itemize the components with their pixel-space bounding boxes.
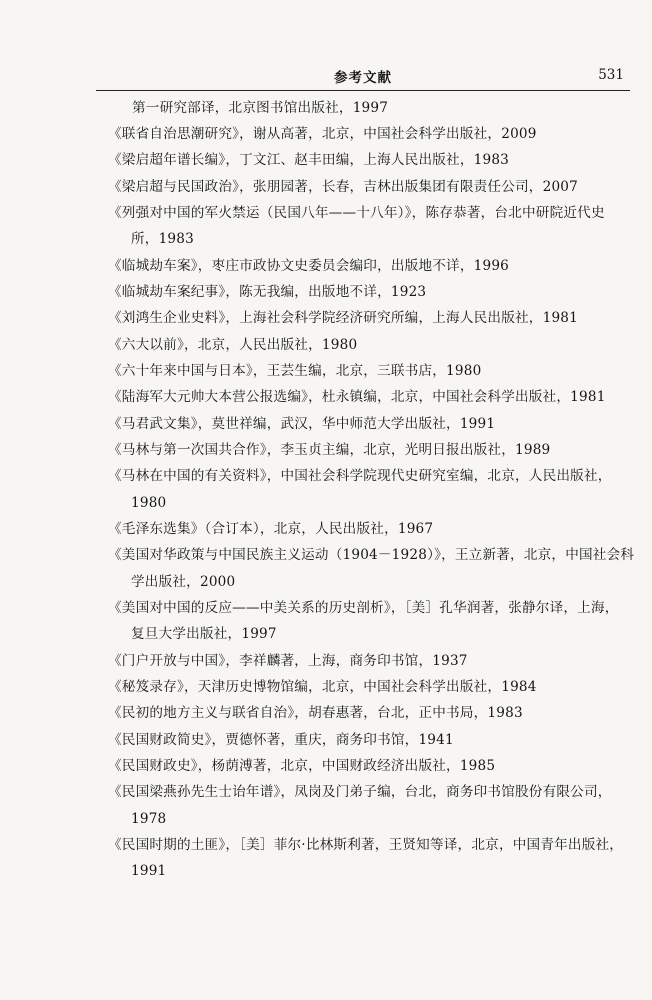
bibliography-line: 复旦大学出版社，1997 (131, 626, 277, 642)
bibliography-line: 1980 (131, 495, 167, 511)
bibliography-line: 学出版社，2000 (131, 574, 236, 590)
bibliography-line: 《民初的地方主义与联省自治》，胡春惠著，台北，正中书局，1983 (108, 705, 523, 721)
bibliography-line: 《列强对中国的军火禁运（民国八年——十八年）》，陈存恭著，台北中研院近代史 (108, 205, 605, 221)
bibliography-line: 1978 (131, 811, 167, 827)
bibliography-line: 1991 (131, 863, 167, 879)
bibliography-line: 《陆海军大元帅大本营公报选编》，杜永镇编，北京，中国社会科学出版社，1981 (108, 389, 606, 405)
bibliography-line: 《临城劫车案》，枣庄市政协文史委员会编印，出版地不详，1996 (108, 258, 510, 274)
page-number: 531 (598, 67, 624, 83)
bibliography-line: 《民国财政简史》，贾德怀著，重庆，商务印书馆，1941 (108, 732, 454, 748)
bibliography-line: 《民国梁燕孙先生士诒年谱》，凤岗及门弟子编，台北，商务印书馆股份有限公司， (108, 784, 612, 800)
bibliography-line: 《民国财政史》，杨荫溥著，北京，中国财政经济出版社，1985 (108, 758, 496, 774)
bibliography-line: 第一研究部译，北京图书馆出版社，1997 (132, 100, 389, 116)
bibliography-line: 《马林与第一次国共合作》，李玉贞主编，北京，光明日报出版社，1989 (108, 442, 551, 458)
bibliography-line: 《联省自治思潮研究》，谢从高著，北京，中国社会科学出版社，2009 (108, 126, 537, 142)
bibliography-line: 《毛泽东选集》（合订本），北京，人民出版社，1967 (108, 521, 434, 537)
bibliography-line: 《刘鸿生企业史料》，上海社会科学院经济研究所编，上海人民出版社，1981 (108, 310, 578, 326)
bibliography-line: 《美国对中国的反应——中美关系的历史剖析》，［美］孔华润著，张静尔译，上海， (108, 600, 619, 616)
bibliography-line: 《临城劫车案纪事》，陈无我编，出版地不详，1923 (108, 284, 427, 300)
bibliography-line: 《梁启超年谱长编》，丁文江、赵丰田编，上海人民出版社，1983 (108, 152, 510, 168)
bibliography-line: 《秘笈录存》，天津历史博物馆编，北京，中国社会科学出版社，1984 (108, 679, 537, 695)
bibliography-line: 《民国时期的土匪》，［美］菲尔·比林斯利著，王贤知等译，北京，中国青年出版社， (108, 837, 624, 853)
bibliography-line: 《门户开放与中国》，李祥麟著，上海，商务印书馆，1937 (108, 653, 468, 669)
bibliography-line: 《六大以前》，北京，人民出版社，1980 (108, 337, 358, 353)
bibliography-line: 《梁启超与民国政治》，张朋园著，长春，吉林出版集团有限责任公司，2007 (108, 179, 578, 195)
bibliography-line: 《六十年来中国与日本》，王芸生编，北京，三联书店，1980 (108, 363, 482, 379)
bibliography-line: 《马林在中国的有关资料》，中国社会科学院现代史研究室编，北京，人民出版社， (108, 468, 612, 484)
bibliography-line: 《马君武文集》，莫世祥编，武汉，华中师范大学出版社，1991 (108, 416, 496, 432)
header-title: 参考文献 (334, 70, 392, 86)
running-header (96, 66, 630, 91)
bibliography-line: 《美国对华政策与中国民族主义运动（1904－1928）》，王立新著，北京，中国社会科 (108, 547, 635, 563)
bibliography-line: 所，1983 (131, 231, 194, 247)
